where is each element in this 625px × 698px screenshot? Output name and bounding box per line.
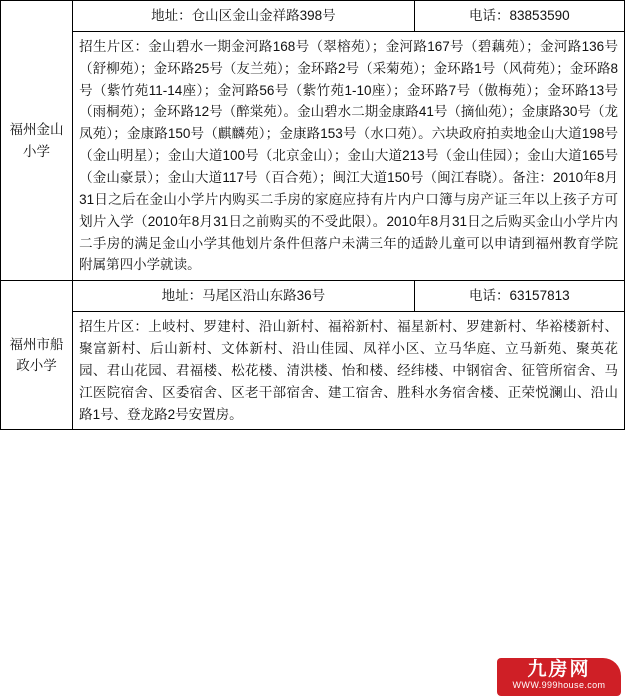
table-row [1,281,625,312]
district-cell [73,312,625,430]
phone-cell: 电话：63157813 [414,281,624,312]
watermark-name: 九房网 [527,659,591,680]
watermark-logo [497,658,621,696]
district-cell [73,31,625,280]
table-row [1,1,625,32]
school-name-cell: 福州市船政小学 [1,281,73,430]
district-text: 招生片区：上岐村、罗建村、沿山新村、福裕新村、福星新村、罗建新村、华裕楼新村、聚富新村、后山新村、文体新村、沿山佳园、凤祥小区、立马华庭、立马新苑、聚英花园、君山花园、君福楼、松花楼、清洪楼、怡和楼、经纬楼、中钢宿舍、征管所宿舍、马江医院宿舍、区委宿舍、区老干部宿舍、建工宿舍、胜科水务宿舍楼、正荣悦澜山、沿山路1号、登龙路2号安置房。 [79,319,618,422]
phone-cell: 电话：83853590 [414,1,624,32]
table-row [1,312,625,430]
address-cell: 地址：仓山区金山金祥路398号 [73,1,415,32]
watermark-url: WWW.999house.com [512,679,606,690]
table-row [1,31,625,280]
school-name-cell: 福州金山小学 [1,1,73,281]
address-cell: 地址：马尾区沿山东路36号 [73,281,415,312]
district-text: 招生片区：金山碧水一期金河路168号（翠榕苑）；金河路167号（碧藕苑）；金河路136号（舒柳苑）；金环路25号（友兰苑）；金环路2号（采菊苑）；金环路1号（风荷苑）；金环路8号（紫竹苑11-14座）；金河路56号（紫竹苑1-10座）；金环路7号（傲梅苑）；金环路13号（雨桐苑）；金环路12号（醉棠苑）。金山碧水二期金康路41号（摘仙苑）；金康路30号（龙凤苑）；金康路150号（麒麟苑）；金康路153号（水口苑）。六块政府拍卖地金山大道198号（金山明星）；金山大道100号（北京金山）；金山大道213号（金山佳园）；金山大道165号（金山豪景）；金山大道117号（百合苑）；闽江大道150号（闽江春晓）。备注：2010年8月31日之后在金山小学片内购买二手房的家庭应持有片内户口簿与房产证三年以上孩子方可划片入学（2010年8月31日之前购买的不受此限）。2010年8月31日之后购买金山小学片内二手房的满足金山小学其他划片条件但落户未满三年的适龄儿童可以申请到福州教育学院附属第四小学就读。 [79,38,618,273]
